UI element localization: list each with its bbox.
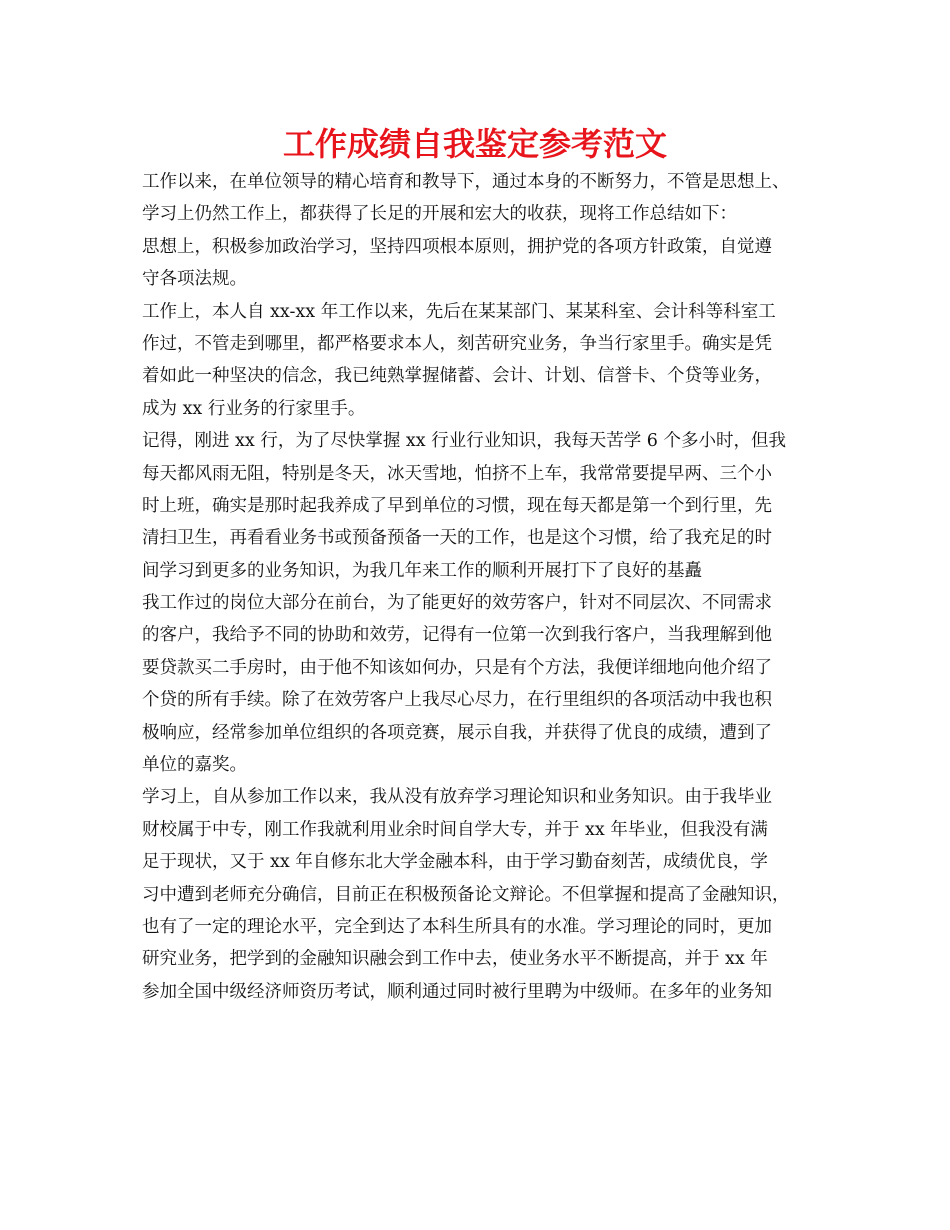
body-text-line: 个贷的所有手续。除了在效劳客户上我尽心尽力，在行里组织的各项活动中我也积 <box>142 690 772 711</box>
body-text-line: 的客户，我给予不同的协助和效劳，记得有一位第一次到我行客户，当我理解到他 <box>142 625 772 646</box>
body-text-line: 极响应，经常参加单位组织的各项竞赛，展示自我，并获得了优良的成绩，遭到了 <box>142 722 772 743</box>
body-text-line: 学习上仍然工作上，都获得了长足的开展和宏大的收获，现将工作总结如下： <box>142 204 737 225</box>
body-text-line: 我工作过的岗位大部分在前台，为了能更好的效劳客户，针对不同层次、不同需求 <box>142 593 772 614</box>
body-text-line: 学习上，自从参加工作以来，我从没有放弃学习理论知识和业务知识。由于我毕业 <box>142 787 772 808</box>
body-text-line: 记得，刚进 xx 行，为了尽快掌握 xx 行业行业知识，我每天苦学 6 个多小时，但我 <box>142 431 786 452</box>
body-text-line: 足于现状，又于 xx 年自修东北大学金融本科，由于学习勤奋刻苦，成绩优良，学 <box>142 852 768 873</box>
body-text-line: 成为 xx 行业务的行家里手。 <box>142 398 366 419</box>
body-text-line: 财校属于中专，刚工作我就利用业余时间自学大专，并于 xx 年毕业，但我没有满 <box>142 819 768 840</box>
body-text-line: 研究业务，把学到的金融知识融会到工作中去，使业务水平不断提高，并于 xx 年 <box>142 949 768 970</box>
body-text-line: 清扫卫生，再看看业务书或预备预备一天的工作，也是这个习惯，给了我充足的时 <box>142 528 772 549</box>
body-text-line: 时上班，确实是那时起我养成了早到单位的习惯，现在每天都是第一个到行里，先 <box>142 495 772 516</box>
body-text-line: 工作以来，在单位领导的精心培育和教导下，通过本身的不断努力，不管是思想上、 <box>142 172 790 192</box>
body-text-line: 间学习到更多的业务知识，为我几年来工作的顺利开展打下了良好的基矗 <box>142 560 702 581</box>
body-text-line: 守各项法规。 <box>142 269 247 290</box>
body-text-line: 习中遭到老师充分确信，目前正在积极预备论文辩论。不但掌握和提高了金融知识， <box>142 884 790 905</box>
body-text-line: 也有了一定的理论水平，完全到达了本科生所具有的水准。学习理论的同时，更加 <box>142 916 772 937</box>
body-text-line: 作过，不管走到哪里，都严格要求本人，刻苦研究业务，争当行家里手。确实是凭 <box>142 333 772 354</box>
body-text-line: 要贷款买二手房时，由于他不知该如何办，只是有个方法，我便详细地向他介绍了 <box>142 657 772 678</box>
body-text-line: 着如此一种坚决的信念，我已纯熟掌握储蓄、会计、计划、信誉卡、个贷等业务， <box>142 366 772 387</box>
body-text-line: 思想上，积极参加政治学习，坚持四项根本原则，拥护党的各项方针政策，自觉遵 <box>142 236 772 257</box>
document-body <box>142 166 832 1008</box>
body-text-line: 参加全国中级经济师资历考试，顺利通过同时被行里聘为中级师。在多年的业务知 <box>142 981 772 1002</box>
body-text-line: 单位的嘉奖。 <box>142 755 247 776</box>
document-title: 工作成绩自我鉴定参考范文 <box>282 125 667 163</box>
body-text-line: 每天都风雨无阻，特别是冬天，冰天雪地，怕挤不上车，我常常要提早两、三个小 <box>142 463 772 484</box>
body-text-line: 工作上，本人自 xx-xx 年工作以来，先后在某某部门、某某科室、会计科等科室工 <box>142 301 776 322</box>
